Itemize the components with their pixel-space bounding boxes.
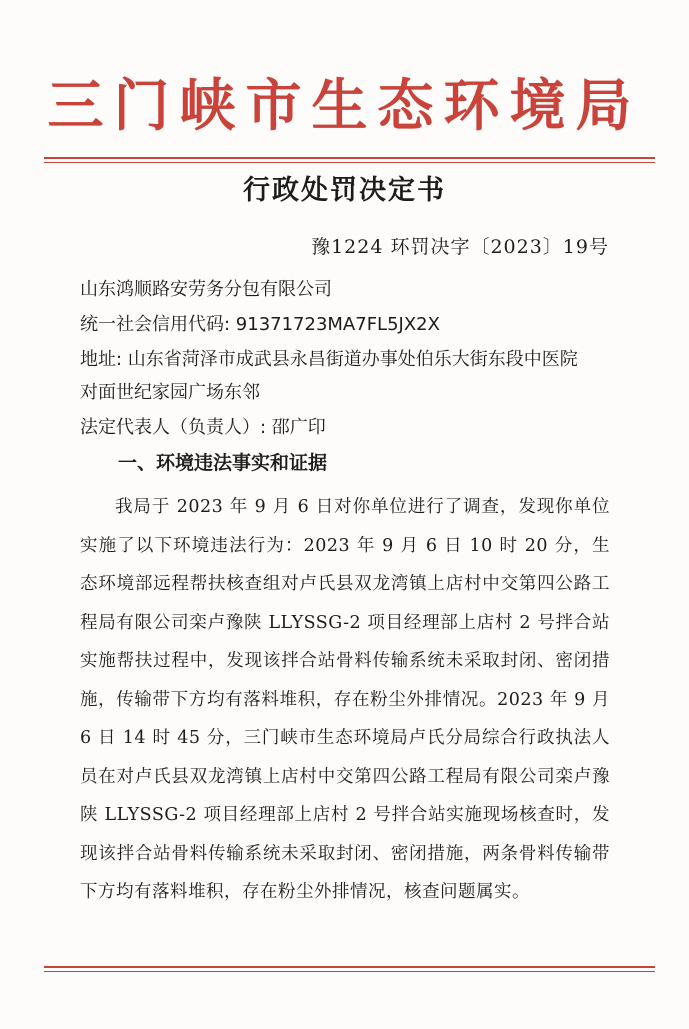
document-number: 豫1224 环罚决字〔2023〕19号 [311, 236, 609, 258]
letterhead-rule [44, 157, 655, 159]
footer-rule-thin [44, 971, 655, 972]
footer-rule [44, 966, 655, 968]
credit-code: 统一社会信用代码: 91371723MA7FL5JX2X [80, 314, 440, 335]
address-line-2: 对面世纪家园广场东邻 [80, 382, 260, 403]
legal-representative: 法定代表人（负责人）: 邵广印 [80, 417, 326, 438]
section-heading: 一、环境违法事实和证据 [118, 452, 328, 474]
agency-letterhead: 三门峡市生态环境局 [47, 73, 642, 139]
document-title: 行政处罚决定书 [243, 175, 446, 206]
address-line-1: 地址: 山东省菏泽市成武县永昌街道办事处伯乐大街东段中医院 [80, 349, 578, 370]
violation-facts-paragraph: 我局于 2023 年 9 月 6 日对你单位进行了调查，发现你单位实施了以下环境违法行为：2023 年 9 月 6 日 10 时 20 分，生态环境部远程帮扶核查组对卢氏县双龙湾镇上店村中交第四公路工程局有限公司栾卢豫陕 LLYSSG-2 项目经理部上店村 2 号拌合站实施帮扶过程中，发现该拌合站骨料传输系统未采取封闭、密闭措施，传输带下方均有落料堆积，存在粉尘外排情况。2023 年 9 月 6 日 14 时 45 分，三门峡市生态环境局卢氏分局综合行政执法人员在对卢氏县双龙湾镇上店村中交第四公路工程局有限公司栾卢豫陕 LLYSSG-2 项目经理部上店村 2 号拌合站实施现场核查时，发现该拌合站骨料传输系统未采取封闭、密闭措施，两条骨料传输带下方均有落料堆积，存在粉尘外排情况，核查问题属实。 [80, 497, 610, 902]
letterhead-rule-thin [44, 162, 655, 163]
company-name: 山东鸿顺路安劳务分包有限公司 [80, 279, 332, 300]
